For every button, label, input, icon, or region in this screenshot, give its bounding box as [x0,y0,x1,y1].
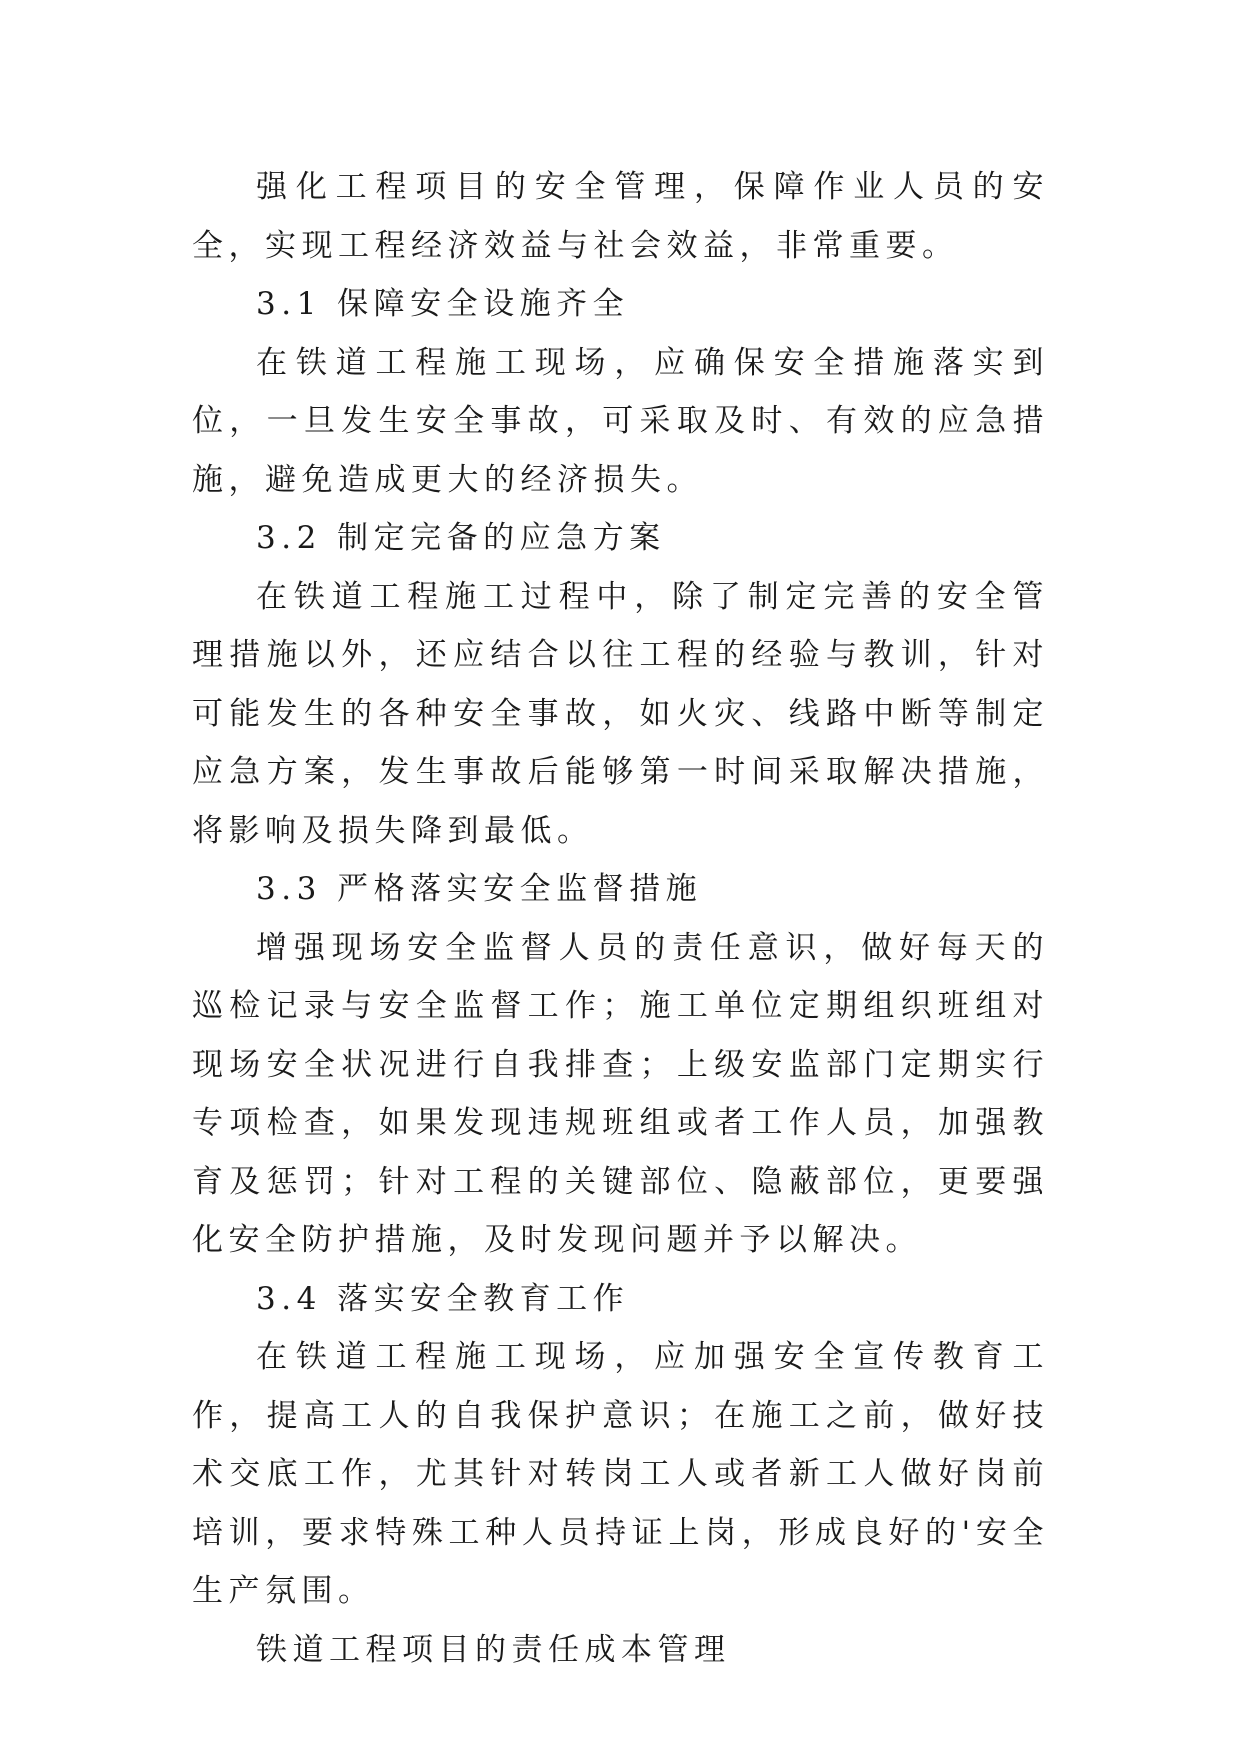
body-paragraph: 在铁道工程施工现场，应确保安全措施落实到位，一旦发生安全事故，可采取及时、有效的应急措施，避免造成更大的经济损失。 [192,344,1049,498]
document-body [192,158,1049,1679]
section-heading-3-2: 3.2 制定完备的应急方案 [256,520,666,556]
section-heading-3-4: 3.4 落实安全教育工作 [256,1280,630,1317]
body-paragraph: 在铁道工程施工现场，应加强安全宣传教育工作，提高工人的自我保护意识；在施工之前，做好技术交底工作，尤其针对转岗工人或者新工人做好岗前培训，要求特殊工种人员持证上岗，形成良好的'安全生产氛围。 [192,1339,1049,1609]
body-paragraph: 强化工程项目的安全管理，保障作业人员的安全，实现工程经济效益与社会效益，非常重要。 [192,169,1049,264]
section-heading-cost-management: 铁道工程项目的责任成本管理 [256,1631,731,1668]
section-heading-3-1: 3.1 保障安全设施齐全 [256,286,630,322]
section-heading-3-3: 3.3 严格落实安全监督措施 [256,871,703,907]
body-paragraph: 增强现场安全监督人员的责任意识，做好每天的巡检记录与安全监督工作；施工单位定期组织班组对现场安全状况进行自我排查；上级安监部门定期实行专项检查，如果发现违规班组或者工作人员，加强教育及惩罚；针对工程的关键部位、隐蔽部位，更要强化安全防护措施，及时发现问题并予以解决。 [192,929,1049,1258]
body-paragraph: 在铁道工程施工过程中，除了制定完善的安全管理措施以外，还应结合以往工程的经验与教训，针对可能发生的各种安全事故，如火灾、线路中断等制定应急方案，发生事故后能够第一时间采取解决措施，将影响及损失降到最低。 [192,578,1049,849]
